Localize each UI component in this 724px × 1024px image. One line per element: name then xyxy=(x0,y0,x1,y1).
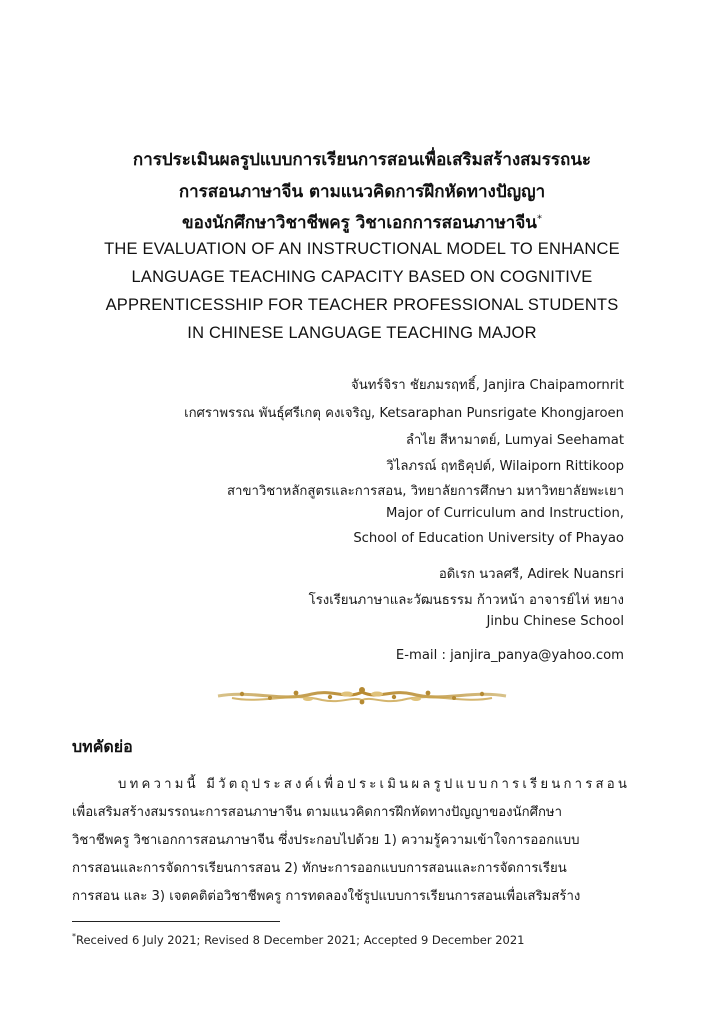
title-english-line-1: THE EVALUATION OF AN INSTRUCTIONAL MODEL TO ENHANCE xyxy=(104,240,620,258)
affiliation-school: School of Education University of Phayao xyxy=(353,531,624,546)
abstract-line-4: การสอนและการจัดการเรียนการสอน 2) ทักษะการออกแบบการสอนและการจัดการเรียน xyxy=(72,861,567,876)
affiliation-major: Major of Curriculum and Instruction, xyxy=(386,506,624,521)
abstract-line-5: การสอน และ 3) เจตคติต่อวิชาชีพครู การทดลองใช้รูปแบบการเรียนการสอนเพื่อเสริมสร้าง xyxy=(72,889,581,904)
author-2: เกศราพรรณ พันธุ์ศรีเกตุ คงเจริญ, Ketsaraphan Punsrigate Khongjaroen xyxy=(184,406,624,421)
title-thai-line-1: การประเมินผลรูปแบบการเรียนการสอนเพื่อเสริมสร้างสมรรถนะ xyxy=(132,150,592,170)
author-3: ลำไย สีหามาตย์, Lumyai Seehamat xyxy=(405,433,624,448)
author-4: วิไลภรณ์ ฤทธิคุปต์, Wilaiporn Rittikoop xyxy=(386,459,624,474)
author-1: จันทร์จิรา ชัยภมรฤทธิ์, Janjira Chaipamornrit xyxy=(350,378,624,393)
title-english-line-2: LANGUAGE TEACHING CAPACITY BASED ON COGNITIVE xyxy=(131,268,593,286)
abstract-line-2: เพื่อเสริมสร้างสมรรถนะการสอนภาษาจีน ตามแนวคิดการฝึกหัดทางปัญญาของนักศึกษา xyxy=(72,805,563,820)
author-5: อดิเรก นวลศรี, Adirek Nuansri xyxy=(438,567,624,582)
title-thai-line-3-text: ของนักศึกษาวิชาชีพครู วิชาเอกการสอนภาษาจีน xyxy=(182,213,537,233)
author-5-affiliation-en: Jinbu Chinese School xyxy=(486,614,624,629)
footnote-divider xyxy=(72,921,280,922)
abstract-heading: บทคัดย่อ xyxy=(72,737,133,756)
ornament-divider-icon xyxy=(212,682,512,710)
affiliation-thai: สาขาวิชาหลักสูตรและการสอน, วิทยาลัยการศึกษา มหาวิทยาลัยพะเยา xyxy=(227,484,624,499)
footnote-text: Received 6 July 2021; Revised 8 December 2021; Accepted 9 December 2021 xyxy=(76,932,525,947)
contact-email: E-mail : janjira_panya@yahoo.com xyxy=(395,648,624,663)
abstract-line-3: วิชาชีพครู วิชาเอกการสอนภาษาจีน ซึ่งประกอบไปด้วย 1) ความรู้ความเข้าใจการออกแบบ xyxy=(72,833,580,848)
title-footnote-marker: * xyxy=(536,213,542,225)
footnote xyxy=(72,932,524,947)
footnote-marker: * xyxy=(72,932,76,941)
title-thai-line-3 xyxy=(0,209,724,236)
title-thai-line-2: การสอนภาษาจีน ตามแนวคิดการฝึกหัดทางปัญญา xyxy=(178,182,546,202)
title-english-line-3: APPRENTICESSHIP FOR TEACHER PROFESSIONAL STUDENTS xyxy=(105,296,619,314)
author-5-affiliation-thai: โรงเรียนภาษาและวัฒนธรรม ก้าวหน้า อาจารย์ไห่ หยาง xyxy=(308,593,624,608)
abstract-line-1: บทความนี้ มีวัตถุประสงค์เพื่อประเมินผลรูปแบบการเรียนการสอน xyxy=(118,777,631,792)
title-english-line-4: IN CHINESE LANGUAGE TEACHING MAJOR xyxy=(187,324,537,342)
